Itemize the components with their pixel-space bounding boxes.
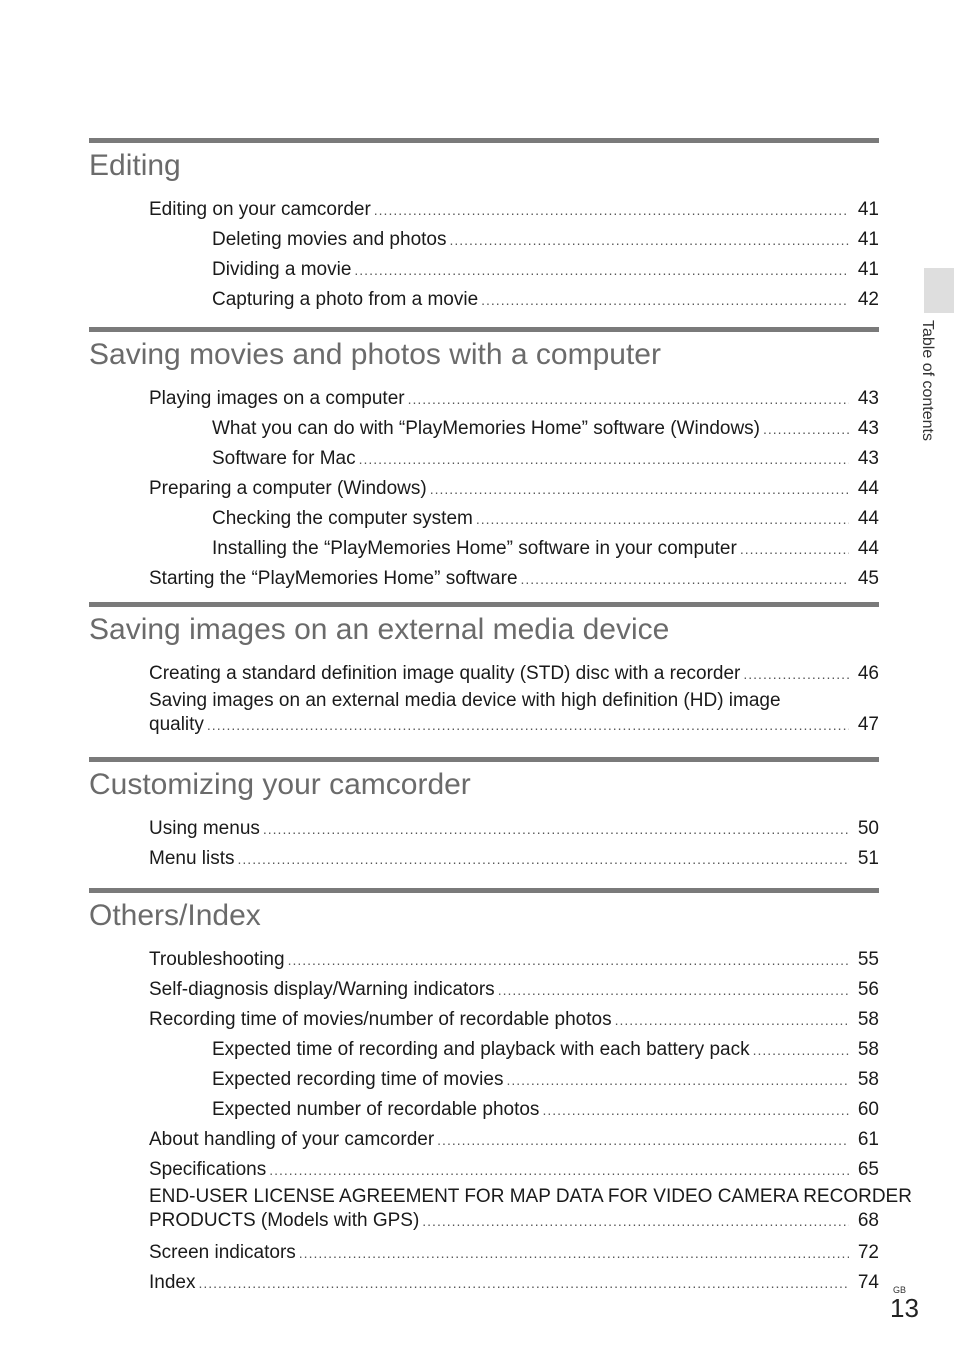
toc-entry[interactable]: Expected recording time of movies ..... 58 [89, 1065, 879, 1095]
section-divider [89, 138, 879, 143]
toc-entry[interactable]: Screen indicators ..... 72 [89, 1238, 879, 1268]
section-customizing [89, 757, 879, 874]
section-title: Editing [89, 149, 181, 182]
toc-entry[interactable]: Editing on your camcorder ..... 41 [89, 195, 879, 225]
entry-list [89, 195, 879, 315]
region-code: GB [893, 1285, 907, 1295]
entry-list [89, 659, 879, 737]
toc-entry[interactable]: What you can do with “PlayMemories Home” software (Windows) ..... 43 [89, 414, 879, 444]
toc-entry[interactable]: Checking the computer system ..... 44 [89, 504, 879, 534]
section-external-media [89, 602, 879, 742]
entry-list [89, 814, 879, 874]
toc-entry[interactable]: Expected time of recording and playback with each battery pack ..... 58 [89, 1035, 879, 1065]
toc-entry[interactable]: Installing the “PlayMemories Home” software in your computer ..... 44 [89, 534, 879, 564]
toc-entry[interactable]: Index ..... 74 [89, 1268, 879, 1298]
toc-entry[interactable]: Deleting movies and photos ..... 41 [89, 225, 879, 255]
toc-entry[interactable]: Dividing a movie ..... 41 [89, 255, 879, 285]
section-editing [89, 138, 879, 315]
toc-entry-line: END-USER LICENSE AGREEMENT FOR MAP DATA FOR VIDEO CAMERA RECORDER [149, 1186, 912, 1207]
toc-entry[interactable]: Playing images on a computer ..... 43 [89, 384, 879, 414]
toc-entry[interactable]: About handling of your camcorder ..... 61 [89, 1125, 879, 1155]
toc-entry[interactable]: Capturing a photo from a movie ..... 42 [89, 285, 879, 315]
toc-entry[interactable]: Using menus ..... 50 [89, 814, 879, 844]
toc-page-number: 68 [857, 1210, 879, 1231]
section-divider [89, 602, 879, 607]
toc-entry[interactable]: Starting the “PlayMemories Home” software ..... 45 [89, 564, 879, 594]
side-tab-marker [924, 268, 954, 313]
section-title: Saving images on an external media device [89, 613, 670, 646]
toc-entry[interactable]: Software for Mac ..... 43 [89, 444, 879, 474]
toc-entry[interactable]: Recording time of movies/number of recordable photos ..... 58 [89, 1005, 879, 1035]
toc-page-number: 47 [857, 714, 879, 735]
toc-entry-line: Saving images on an external media device with high definition (HD) image [149, 690, 781, 711]
entry-list [89, 384, 879, 594]
section-divider [89, 327, 879, 332]
toc-entry-line: PRODUCTS (Models with GPS) [149, 1210, 420, 1231]
section-title: Saving movies and photos with a computer [89, 338, 661, 371]
toc-entry[interactable]: Expected number of recordable photos ..... 60 [89, 1095, 879, 1125]
toc-entry-multiline[interactable] [89, 1185, 912, 1233]
toc-entry[interactable]: Self-diagnosis display/Warning indicators ..... 56 [89, 975, 879, 1005]
section-title: Others/Index [89, 899, 261, 932]
page-number: 13 [890, 1293, 919, 1323]
side-tab-label: Table of contents [919, 320, 936, 441]
toc-entry-line: quality [149, 714, 204, 735]
toc-entry[interactable]: Creating a standard definition image quality (STD) disc with a recorder ..... 46 [89, 659, 879, 689]
toc-entry-multiline[interactable] [89, 689, 879, 737]
toc-entry[interactable]: Troubleshooting ..... 55 [89, 945, 879, 975]
section-title: Customizing your camcorder [89, 768, 471, 801]
toc-entry[interactable]: Menu lists ..... 51 [89, 844, 879, 874]
toc-entry[interactable]: Preparing a computer (Windows) ..... 44 [89, 474, 879, 504]
section-saving-computer [89, 327, 879, 594]
toc-entry[interactable]: Specifications ..... 65 [89, 1155, 879, 1185]
section-divider [89, 757, 879, 762]
section-divider [89, 888, 879, 893]
